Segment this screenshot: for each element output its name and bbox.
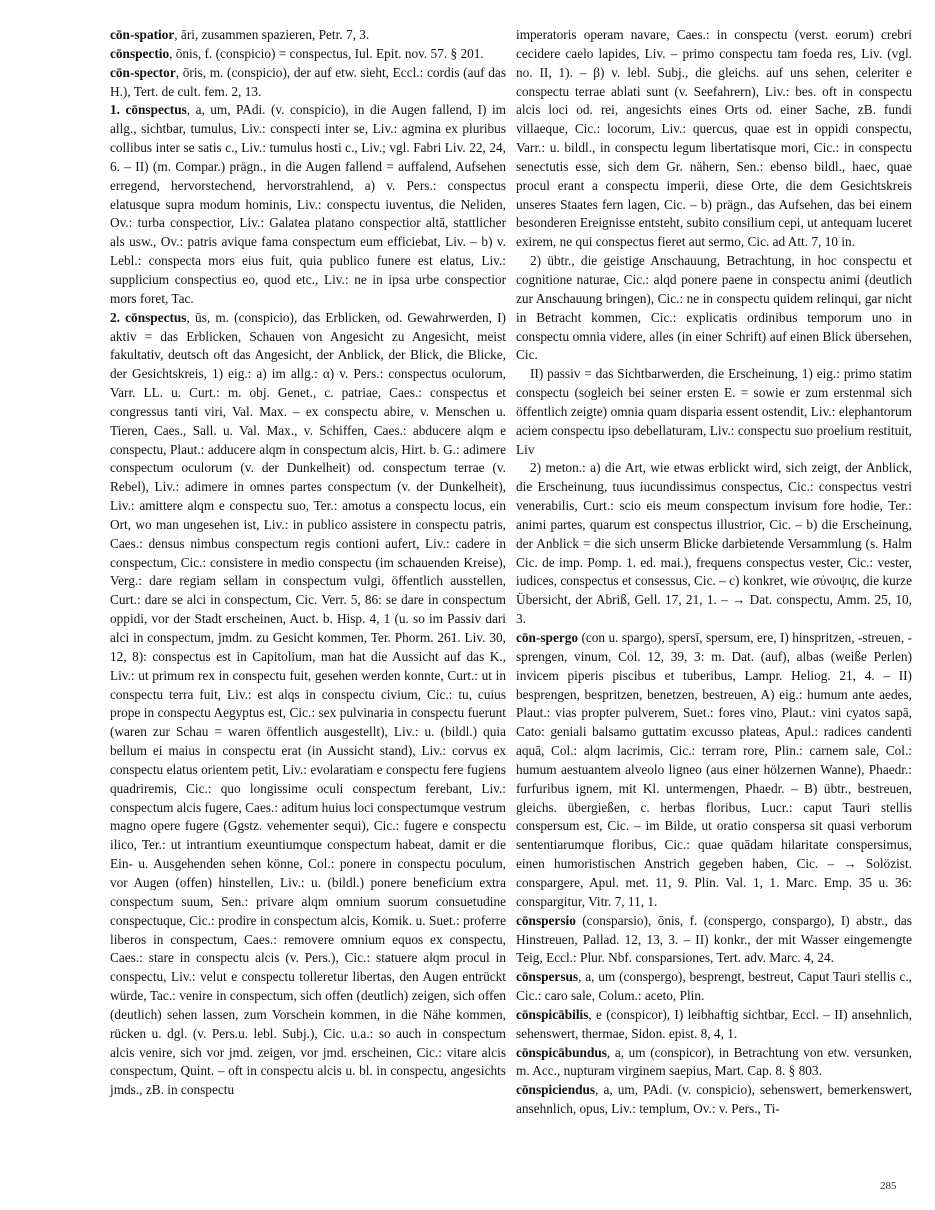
headword: cōnspiciendus <box>516 1082 596 1098</box>
entry-text: , ōris, m. (conspicio), der auf etw. sieht, Eccl.: cordis (auf das H.), Tert. de cult. fem. 2, 13. <box>110 64 506 99</box>
sense-paragraph <box>516 459 912 629</box>
headword: cōnspersus <box>516 969 579 985</box>
entry-text: 2) übtr., die geistige Anschauung, Betrachtung, in hoc conspectu et cognitione naturae, Cic.: alqd ponere paene in conspectu animi (deutlich zur Anschauung bringen), Cic.: ne in conspectu quidem relinqui, gar nicht in Betracht kommen, Cic.: explicatis ordinibus temporum uno in conspectu omnia videre, alles (in einer Schrift) auf einen Blick übersehen, Cic. <box>516 253 912 363</box>
entry <box>110 309 506 1100</box>
entry-text: , āri, zusammen spazieren, Petr. 7, 3. <box>174 27 370 42</box>
left-column <box>110 26 506 1100</box>
entry <box>516 629 912 912</box>
entry <box>110 64 506 102</box>
headword: 1. cōnspectus <box>110 102 187 118</box>
entry-text: (consparsio), ōnis, f. (conspergo, conspargo), I) abstr., das Hinstreuen, Pallad. 12, 13, 3. – II) konkr., der mit Wasser eingemengte Teig, Eccl.: Plur. Nbf. consparsiones, Tert. adv. Marc. 4, 24. <box>516 912 912 966</box>
headword: cōnspersio <box>516 912 576 928</box>
entry-text: (con u. spargo), spersī, spersum, ere, I) hinspritzen, -streuen, -sprengen, vinum, Col. 12, 39, 3: m. Dat. (auf), albas (weiße Perlen) invicem piperis piscibus et tuberibus, Lampr. Heliog. 21, 4. – II) besprengen, bespritzen, benetzen, bestreuen, A) eig.: humum ante aedes, Plaut.: vias propter pulverem, Suet.: fores vino, Plaut.: vini cyatos sapā, Cato: geniali balsamo guttatim excusso plateas, Apul.: radices candenti aquā, Col.: alqm lacrimis, Cic.: terram rore, Plin.: carnem sale, Col.: humum aestuantem alveolo ligneo (aus einer hölzernen Wanne), Phaedr.: furfuribus ignem, mit Kl. untermengen, Phaedr. – B) übtr., bestreuen, gleichs. übergießen, c. herbas floribus, Lucr.: caput Tauri stellis conspersum est, Cic. – im Bilde, ut oratio conspersa sit quasi verborum sententiarumque floribus, Cic.: quae quādam hilaritate conspersimus, einen humoristischen Anstrich gegeben haben, Cic. – → Solözist. conspargere, Apul. met. 11, 9. Plin. Val. 1, 1. Marc. Emp. 35 u. 36: conspargitur, Vitr. 7, 11, 1. <box>516 630 912 909</box>
page-number: 285 <box>880 1180 897 1192</box>
headword: cōn-spergo <box>516 630 579 645</box>
entry <box>110 26 506 45</box>
entry <box>110 45 506 64</box>
headword: cōn-spector <box>110 64 176 80</box>
entry-text: , a, um, PAdi. (v. conspicio), sehenswert, bemerkenswert, ansehnlich, opus, Liv.: templum, Ov.: v. Pers., Ti- <box>516 1082 912 1117</box>
headword: cōn-spatior <box>110 27 175 42</box>
entry <box>516 912 912 969</box>
entry-text: 2) meton.: a) die Art, wie etwas erblickt wird, sich zeigt, der Anblick, die Erscheinung, tuus iucundissimus conspectus, Cic.: conspectus vestri venerabilis, Curt.: scio eis meum conspectum invisum fore hodie, Ter.: animi partes, quarum est conspectus illustrior, Cic. – b) die Erscheinung, der Anblick = die sich unserm Blicke darbietende Versammlung (s. Halm Cic. de imp. Pomp. 1. ed. mai.), frequens conspectus vester, Cic.: vester, iudices, conspectus et consessus, Cic. – c) konkret, wie σύνοψις, die kurze Übersicht, der Abriß, Gell. 17, 21, 1. – → Dat. conspectu, Amm. 25, 10, 3. <box>516 460 912 627</box>
entry <box>516 1081 912 1119</box>
entry-text: , e (conspicor), I) leibhaftig sichtbar, Eccl. – II) ansehnlich, sehenswert, thermae, Sidon. epist. 8, 4, 1. <box>516 1006 912 1041</box>
entry-text: , a, um, PAdi. (v. conspicio), in die Augen fallend, I) im allg., sichtbar, tumulus, Liv.: conspecti inter se, Liv.: agmina ex pluribus collibus inter se satis c., Liv.: tumulus hosti c., Liv.; vgl. Fabri Liv. 22, 24, 6. – II) (m. Compar.) prägn., in die Augen fallend = auffalend, Aufsehen erregend, hervorstechend, hervorstrahlend, a) v. Pers.: conspectus elatusque supra modum hominis, Liv.: conspectu iuventus, die Neliden, Ov.: turba conspectior, Liv.: Galatea platano conspectior altā, stattlicher als usw., Ov.: patris avique fama conspectum eum efficiebat, Liv. – b) v. Lebl.: conspecta mors eius fuit, quia publico funere est elatus, Liv.: supplicium conspectius eo, quod etc., Liv.: ne in ipsa urbe conspectior mors foret, Tac. <box>110 102 506 306</box>
headword: cōnspicābundus <box>516 1044 607 1060</box>
entry <box>516 968 912 1006</box>
right-column <box>516 26 912 1119</box>
headword: 2. cōnspectus <box>110 309 187 325</box>
headword: cōnspicābilis <box>516 1006 589 1022</box>
sense-paragraph <box>516 252 912 365</box>
entry <box>110 101 506 308</box>
entry-text: II) passiv = das Sichtbarwerden, die Erscheinung, 1) eig.: primo statim conspectu (sogleich bei seiner ersten E. = sowie er zum erstenmal sich öffentlich zeigte) omnia quam disparia essent ostendit, Liv.: elephantorum aciem conspectu ipso debellaturam, Liv.: conspectu suo proelium restituit, Liv <box>516 366 912 457</box>
entry <box>516 1006 912 1044</box>
entry-text: , a, um (conspicor), in Betrachtung von etw. versunken, m. Acc., nupturam virginem saepius, Mart. Cap. 8. § 803. <box>516 1044 912 1079</box>
entry-text: , a, um (conspergo), besprengt, bestreut, Caput Tauri stellis c., Cic.: caro sale, Colum.: aceto, Plin. <box>516 969 912 1004</box>
entry-text: imperatoris operam navare, Caes.: in conspectu (verst. eorum) crebri cecidere caelo lapides, Liv. – primo conspectu tam foeda res, Liv. (vgl. no. II, 1). – β) v. lebl. Subj., die gleichs. auf uns sehen, celeriter e conspectu terrae ablati sunt (v. Seefahrern), Liv.: bes. oft in conspectu alcis loci od. rei, angesichts eines Orts od. einer Sache, zB. fundi villaeque, Cic.: locorum, Liv.: quercus, quae est in oppidi conspectu, Varr.: u. bildl., in conspectu legum libertatisque mori, Cic.: in conspectu senectutis esse, sich dem Gr. nähern, Sen.: ebenso bildl., haec, quae procul erant a conspectu imperii, diese Orte, die dem Gesichtskreis unseres Staates fern lagen, Cic. – b) prägn., das Aufsehen, das bei einem besonderen Ereignisse entsteht, subito consilium cepi, ut antequam luceret exirem, ne qui conspectus fieret aut sermo, Cic. ad Att. 7, 10 in. <box>516 27 912 250</box>
entry-continuation <box>516 26 912 252</box>
entry-text: , ōnis, f. (conspicio) = conspectus, Iul. Epit. nov. 57. § 201. <box>169 45 484 61</box>
headword: cōnspectio <box>110 45 170 61</box>
entry <box>516 1044 912 1082</box>
sense-paragraph <box>516 365 912 459</box>
entry-text: , ūs, m. (conspicio), das Erblicken, od. Gewahrwerden, I) aktiv = das Erblicken, Schauen von Angesicht zu Angesicht, meist fakultativ, deutsch oft das Angesicht, der Anblick, der Blick, die Blicke, der Gesichtskreis, 1) eig.: a) im allg.: α) v. Pers.: conspectus oculorum, Varr. LL. u. Curt.: m. obj. Genet., c. patriae, Caes.: conspectus et congressus tanti viri, Val. Max. – ex conspectu abire, v. Menschen u. Tieren, Caes., Sall. u. Val. Max., v. Schiffen, Caes.: abducere alqm e conspectu, Plaut.: adducere alqm in conspectum alcis, Hirt. b. G.: adimere conspectum oculorum (v. der Dunkelheit) od. conspectum terrae (v. Rebel), Liv.: adimere in omnes partes conspectum (v. der Dunkelheit), Liv.: amittere alqm e conspectu suo, Ter.: amotus a conspectu locus, ein Ort, wo man ungesehen ist, Liv.: in publico assistere in conspectu patris, Caes.: densus nimbus conspectum regis contioni aufert, Liv.: cadere in conspectum, Cic.: consistere in medio conspectu (im schauenden Kreise), Verg.: dare regiam sellam in conspectum vulgi, öffentlich ausstellen, Curt.: dare se alci in conspectum, Cic. Verr. 5, 86: se dare in conspectum oppidi, vor der Stadt erscheinen, Auct. b. Hisp. 4, 1 (u. so im Passiv dari alci in conspectum, jmdm. zu Gesicht kommen, Ter. Phorm. 261. Liv. 30, 12, 8): conspectus est in Capitolium, man hat die Aussicht auf das K., Liv.: ut primum rex in conspectu fuit, gesehen werden konnte, Curt.: ut in conspectu terra fuit, Liv.: est alqs in conspectu civium, Cic.: tu, cuius prope in conspectu Aegyptus est, Cic.: sex pulvinaria in conspectu fuerunt (waren zur Schau = waren öffentlich ausgestellt), Liv.: u. (bildl.) quia bellum ei maius in conspectu erat (in Aussicht stand), Liv.: corvus ex conspectu elatus orientem petit, Liv.: evolaratiam e conspectu fere fugiens quadriremis, Cic.: quo longissime oculi conspectum ferebant, Liv.: conspectum alcis fugere, Caes.: aditum huius loci conspectumque vestrum magno opere fugere (Ggstz. vehementer sequi), Cic.: fugere e conspectu ilico, Ter.: ut intrantium exeuntiumque conspectum habeat, damit er die Ein- u. Ausgehenden sehen könne, Col.: ponere in conspectu poculum, vor Augen (offen) hinstellen, Liv.: u. (bildl.) ponere beneficium extra conspectum suum, Sen.: privare alqm omnium suorum consuetudine conspectuque, Cic.: prodire in conspectum alcis, Komik. u. Suet.: proferre liberos in conspectum, Caes.: removere omnium equos ex conspectu, Caes.: stare in conspectu alcis (v. Pers.), Cic.: statuere alqm procul in conspectu, Liv.: velut e conspectu tolleretur libertas, den Augen entrückt würde, Tac.: venire in conspectum, sich offen (deutlich) zeigen, sich offen (deutlich) sehen lassen, zum Vorschein kommen, in die Nähe kommen, rücken u. dgl. (v. Pers.u. lebl. Subj.), Cic. u.a.: so auch in conspectum alcis venire, sich vor jmd. zeigen, vor jmd. erscheinen, Cic.: vitare alcis conspectum, Quint. – oft in conspectu alcis u. bl. in conspectu, angesichts jmds., zB. in conspectu <box>110 309 506 1098</box>
